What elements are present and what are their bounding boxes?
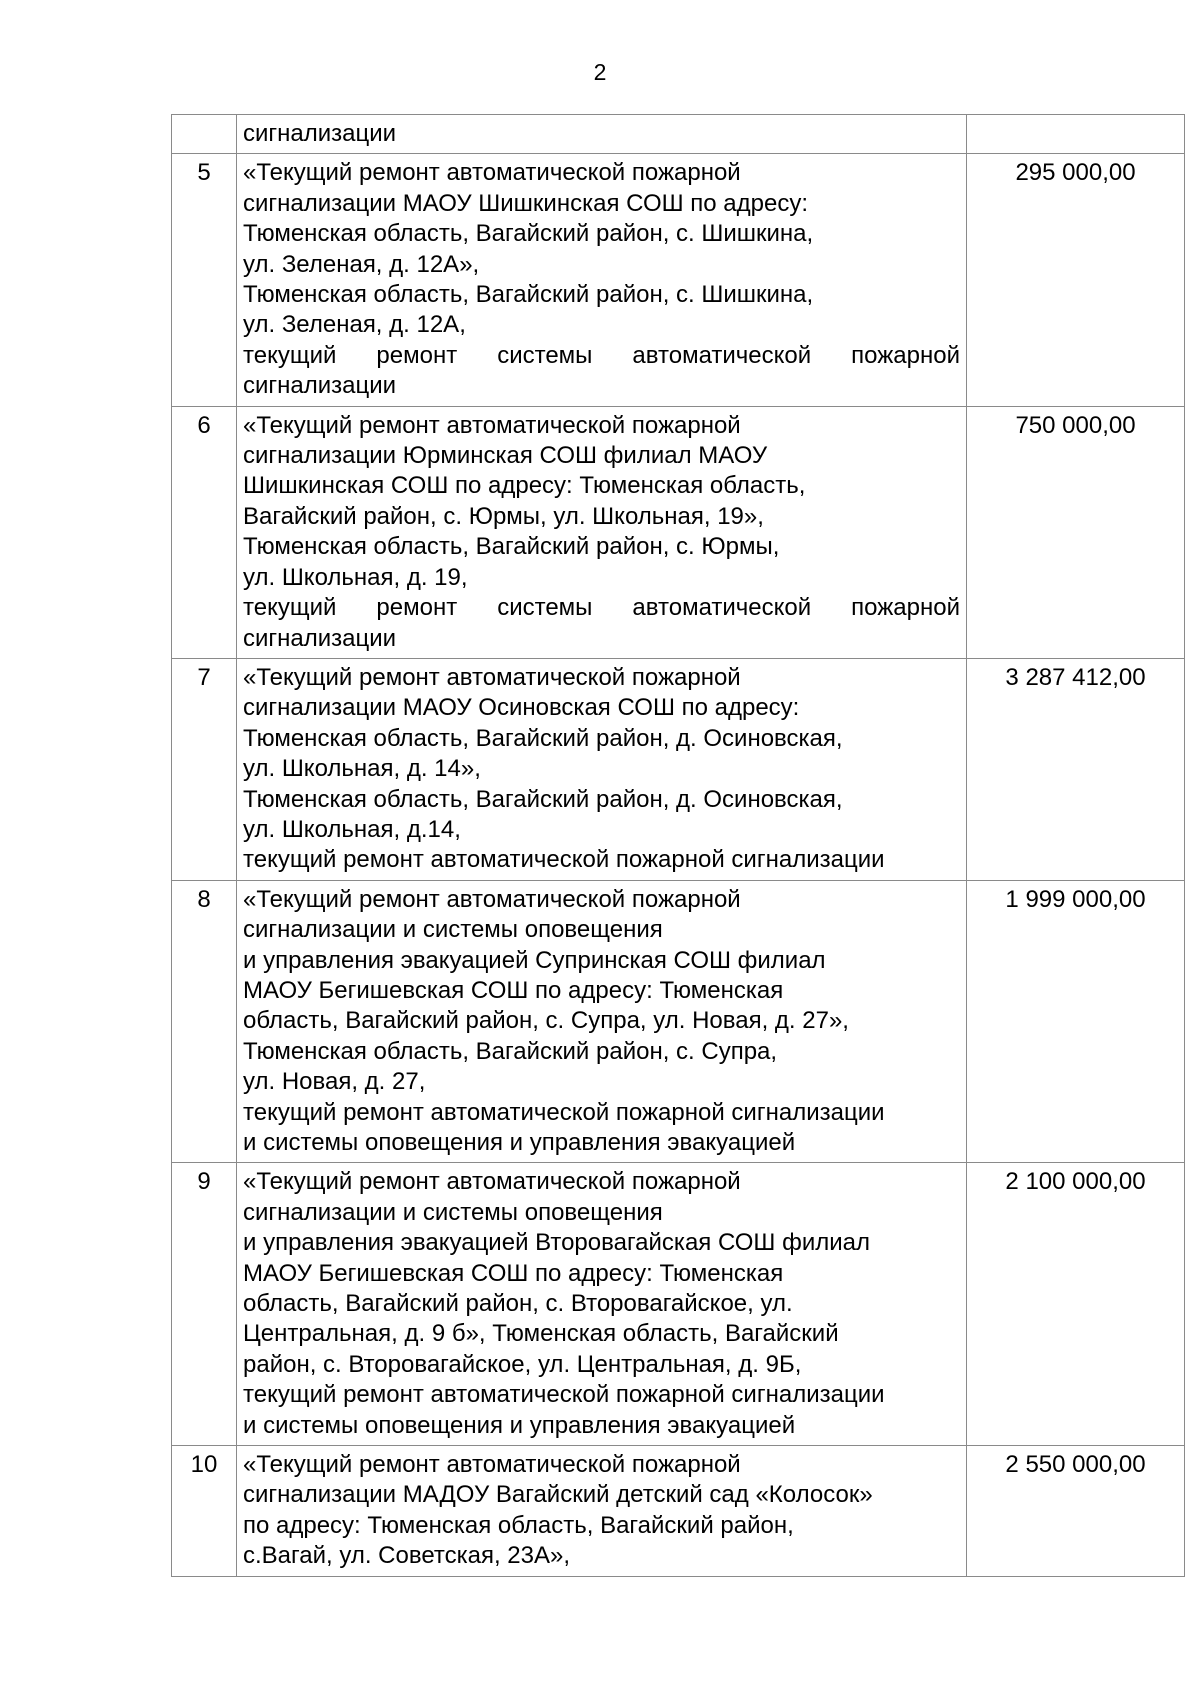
description-line: текущий ремонт системы автоматической пожарной <box>243 594 960 622</box>
row-number-cell: 10 <box>172 1446 237 1577</box>
description-line: и системы оповещения и управления эвакуацией <box>243 1129 796 1156</box>
amount-cell: 1 999 000,00 <box>967 880 1185 1163</box>
description-line: ул. Школьная, д. 19, <box>243 563 468 591</box>
description-line: «Текущий ремонт автоматической пожарной <box>243 663 741 691</box>
description-line: Тюменская область, Вагайский район, с. Шишкина, <box>243 220 814 248</box>
amount-cell <box>967 115 1185 154</box>
works-table <box>171 114 1185 1577</box>
description-cell <box>237 658 967 880</box>
description-line: сигнализации <box>243 120 397 147</box>
page-number: 2 <box>593 59 607 85</box>
row-number-cell <box>172 115 237 154</box>
amount-cell: 2 100 000,00 <box>967 1163 1185 1446</box>
description-cell <box>237 115 967 154</box>
table-row <box>172 1163 1185 1446</box>
description-line: ул. Зеленая, д. 12А, <box>243 311 466 339</box>
description-line: и управления эвакуацией Второвагайская СОШ филиал <box>243 1229 871 1257</box>
table-row <box>172 406 1185 658</box>
description-line: «Текущий ремонт автоматической пожарной <box>243 159 741 187</box>
description-line: Шишкинская СОШ по адресу: Тюменская область, <box>243 472 806 500</box>
description-line: текущий ремонт автоматической пожарной сигнализации <box>243 846 885 874</box>
table-row <box>172 115 1185 154</box>
description-cell <box>237 1163 967 1446</box>
description-line: область, Вагайский район, с. Супра, ул. Новая, д. 27», <box>243 1007 849 1035</box>
amount-cell: 295 000,00 <box>967 154 1185 406</box>
description-line: ул. Зеленая, д. 12А», <box>243 250 480 278</box>
description-cell <box>237 880 967 1163</box>
description-line: сигнализации <box>243 624 397 652</box>
description-line: текущий ремонт автоматической пожарной сигнализации <box>243 1381 885 1409</box>
table-row <box>172 154 1185 406</box>
row-number-cell: 9 <box>172 1163 237 1446</box>
description-line: «Текущий ремонт автоматической пожарной <box>243 885 741 913</box>
description-line: Центральная, д. 9 б», Тюменская область, Вагайский <box>243 1320 839 1348</box>
description-line: «Текущий ремонт автоматической пожарной <box>243 1168 741 1196</box>
table-row <box>172 1446 1185 1577</box>
description-line: и управления эвакуацией Супринская СОШ филиал <box>243 946 826 974</box>
amount-cell: 750 000,00 <box>967 406 1185 658</box>
description-line: МАОУ Бегишевская СОШ по адресу: Тюменская <box>243 976 784 1004</box>
description-line: Тюменская область, Вагайский район, д. Осиновская, <box>243 785 843 813</box>
description-line: сигнализации <box>243 372 397 400</box>
description-line: Тюменская область, Вагайский район, с. Супра, <box>243 1037 778 1065</box>
description-line: сигнализации МАОУ Шишкинская СОШ по адресу: <box>243 189 808 217</box>
description-line: область, Вагайский район, с. Второвагайское, ул. <box>243 1290 793 1318</box>
description-line: Тюменская область, Вагайский район, с. Юрмы, <box>243 533 780 561</box>
description-cell <box>237 1446 967 1577</box>
description-cell <box>237 406 967 658</box>
description-line: сигнализации и системы оповещения <box>243 1198 663 1226</box>
table-body <box>172 115 1185 1577</box>
description-line: «Текущий ремонт автоматической пожарной <box>243 1451 741 1479</box>
description-line: и системы оповещения и управления эвакуацией <box>243 1411 796 1439</box>
description-cell <box>237 154 967 406</box>
description-line: сигнализации и системы оповещения <box>243 916 663 944</box>
description-line: МАОУ Бегишевская СОШ по адресу: Тюменская <box>243 1259 784 1287</box>
row-number-cell: 5 <box>172 154 237 406</box>
description-line: сигнализации МАДОУ Вагайский детский сад «Колосок» <box>243 1481 873 1509</box>
table-row <box>172 658 1185 880</box>
row-number-cell: 6 <box>172 406 237 658</box>
description-line: ул. Школьная, д. 14», <box>243 755 481 783</box>
description-line: ул. Школьная, д.14, <box>243 815 461 843</box>
description-line: ул. Новая, д. 27, <box>243 1068 426 1096</box>
description-line: сигнализации МАОУ Осиновская СОШ по адресу: <box>243 694 800 722</box>
description-line: Тюменская область, Вагайский район, с. Шишкина, <box>243 281 814 309</box>
description-line: Вагайский район, с. Юрмы, ул. Школьная, 19», <box>243 502 764 530</box>
table-row <box>172 880 1185 1163</box>
description-line: текущий ремонт автоматической пожарной сигнализации <box>243 1098 885 1126</box>
amount-cell: 3 287 412,00 <box>967 658 1185 880</box>
description-line: по адресу: Тюменская область, Вагайский район, <box>243 1511 794 1539</box>
amount-cell: 2 550 000,00 <box>967 1446 1185 1577</box>
description-line: Тюменская область, Вагайский район, д. Осиновская, <box>243 724 843 752</box>
row-number-cell: 8 <box>172 880 237 1163</box>
description-line: с.Вагай, ул. Советская, 23А», <box>243 1542 571 1570</box>
description-line: район, с. Второвагайское, ул. Центральная, д. 9Б, <box>243 1350 802 1378</box>
row-number-cell: 7 <box>172 658 237 880</box>
description-line: сигнализации Юрминская СОШ филиал МАОУ <box>243 442 768 470</box>
description-line: «Текущий ремонт автоматической пожарной <box>243 411 741 439</box>
description-line: текущий ремонт системы автоматической пожарной <box>243 341 960 369</box>
